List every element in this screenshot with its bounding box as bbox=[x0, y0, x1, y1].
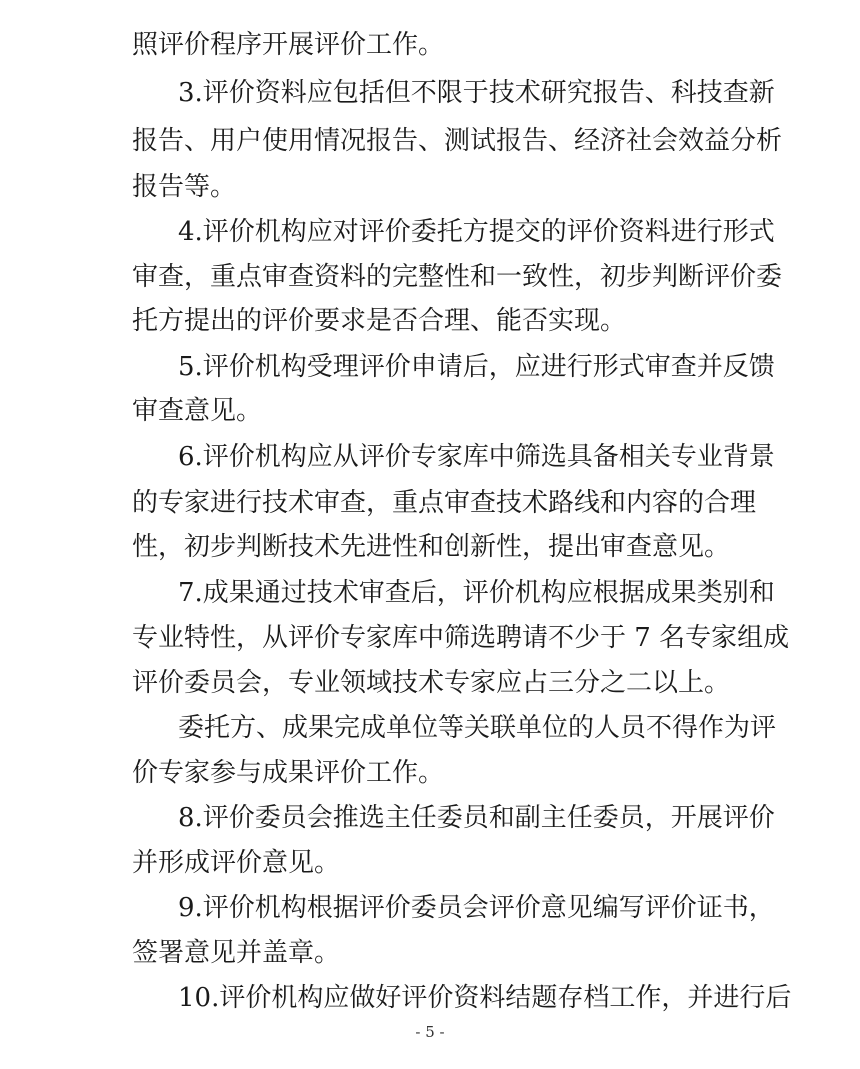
text-line-9: 审查意见。 bbox=[132, 396, 263, 426]
text-line-4: 报告等。 bbox=[132, 172, 237, 202]
text-line-7: 托方提出的评价要求是否合理、能否实现。 bbox=[132, 306, 627, 336]
text-line-12: 性，初步判断技术先进性和创新性，提出审查意见。 bbox=[132, 532, 731, 562]
text-line-20: 9.评价机构根据评价委员会评价意见编写评价证书， bbox=[178, 893, 775, 923]
text-line-16: 委托方、成果完成单位等关联单位的人员不得作为评 bbox=[178, 713, 777, 743]
text-line-10: 6.评价机构应从评价专家库中筛选具备相关专业背景 bbox=[178, 442, 775, 472]
text-line-13: 7.成果通过技术审查后，评价机构应根据成果类别和 bbox=[178, 578, 775, 608]
text-line-17: 价专家参与成果评价工作。 bbox=[132, 758, 445, 788]
text-line-21: 签署意见并盖章。 bbox=[132, 938, 341, 968]
text-line-1: 照评价程序开展评价工作。 bbox=[132, 30, 445, 60]
page-number: - 5 - bbox=[415, 1023, 445, 1041]
text-line-3: 报告、用户使用情况报告、测试报告、经济社会效益分析 bbox=[132, 126, 783, 156]
text-line-22: 10.评价机构应做好评价资料结题存档工作，并进行后 bbox=[178, 983, 792, 1013]
text-line-2: 3.评价资料应包括但不限于技术研究报告、科技查新 bbox=[178, 78, 775, 108]
text-line-18: 8.评价委员会推选主任委员和副主任委员，开展评价 bbox=[178, 803, 775, 833]
text-line-19: 并形成评价意见。 bbox=[132, 848, 341, 878]
text-line-15: 评价委员会，专业领域技术专家应占三分之二以上。 bbox=[132, 668, 731, 698]
text-line-11: 的专家进行技术审查，重点审查技术路线和内容的合理 bbox=[132, 488, 757, 518]
text-line-5: 4.评价机构应对评价委托方提交的评价资料进行形式 bbox=[178, 217, 775, 247]
text-line-14: 专业特性，从评价专家库中筛选聘请不少于 7 名专家组成 bbox=[132, 623, 790, 653]
text-line-8: 5.评价机构受理评价申请后，应进行形式审查并反馈 bbox=[178, 352, 775, 382]
text-line-6: 审查，重点审查资料的完整性和一致性，初步判断评价委 bbox=[132, 262, 783, 292]
